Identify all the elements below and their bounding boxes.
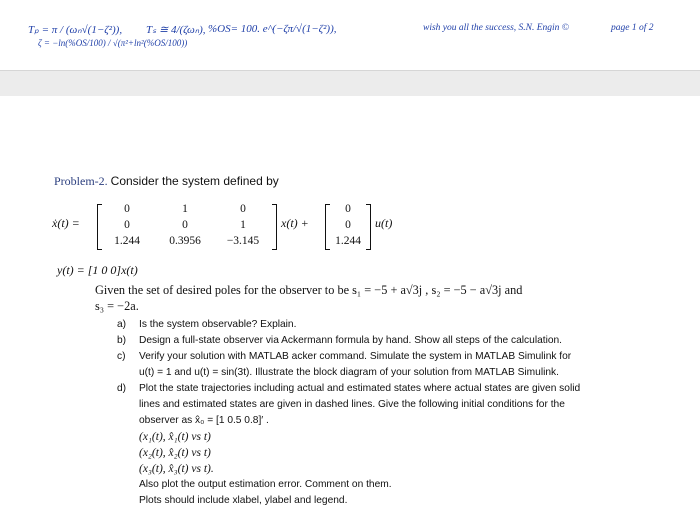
matrix-a-cell: 1 xyxy=(240,219,246,231)
matrix-b-cell: 0 xyxy=(345,219,351,231)
question-text: Design a full-state observer via Ackermann formula by hand. Show all steps of the calculation. xyxy=(139,335,562,346)
given-line-1: Given the set of desired poles for the observer to be s₁ = −5 + a√3j , s₂ = −5 − a√3j and xyxy=(95,283,523,297)
formula-header xyxy=(28,18,678,52)
matrix-a-cell: 0 xyxy=(124,219,130,231)
question-b xyxy=(117,333,677,349)
question-text: Plot the state trajectories including actual and estimated states where actual states are given solid xyxy=(139,383,581,394)
page-gap xyxy=(0,71,700,96)
matrix-a-cell: 1.244 xyxy=(114,235,140,247)
question-c xyxy=(117,349,677,381)
question-text: observer as x̂₀ = [1 0.5 0.8]′ . xyxy=(139,415,269,426)
wish-text: wish you all the success, S.N. Engin © xyxy=(423,23,570,33)
question-list xyxy=(117,317,677,509)
state-equation-lhs: ẋ(t) = xyxy=(52,216,80,230)
question-label: a) xyxy=(117,319,127,330)
trajectory-pair-1: (x₁(t), x̂₁(t) vs t) xyxy=(139,431,211,443)
state-equation xyxy=(52,202,432,252)
matrix-a xyxy=(97,202,277,250)
question-text: Plots should include xlabel, ylabel and legend. xyxy=(139,495,348,506)
page-number: page 1 of 2 xyxy=(611,23,654,33)
matrix-b-cell: 1.244 xyxy=(335,235,361,247)
matrix-a-cell: 0.3956 xyxy=(169,235,201,247)
question-text: Is the system observable? Explain. xyxy=(139,319,297,330)
settling-time-formula: Tₛ ≅ 4/(ζωₙ), xyxy=(146,24,206,36)
x-term: x(t) + xyxy=(281,216,309,230)
u-term: u(t) xyxy=(375,216,393,230)
problem-label: Problem-2. xyxy=(54,174,108,188)
output-equation: y(t) = [1 0 0]x(t) xyxy=(57,263,138,277)
matrix-a-cell: 0 xyxy=(124,203,130,215)
damping-ratio-formula: ζ = −ln(%OS/100) / √(π²+ln²(%OS/100)) xyxy=(38,38,188,48)
question-text: lines and estimated states are given in dashed lines. Give the following initial conditions for the xyxy=(139,399,565,410)
matrix-a-cell: 0 xyxy=(182,219,188,231)
peak-time-formula: Tₚ = π / (ωₙ√(1−ζ²)), xyxy=(28,24,123,36)
question-text: Verify your solution with MATLAB acker command. Simulate the system in MATLAB Simulink for xyxy=(139,351,572,362)
question-label: c) xyxy=(117,351,126,362)
question-text: u(t) = 1 and u(t) = sin(3t). Illustrate the block diagram of your solution from MATLAB Simulink. xyxy=(139,367,559,378)
matrix-a-cell: −3.145 xyxy=(226,235,260,247)
page-1-footer-area xyxy=(0,0,700,71)
question-d xyxy=(117,381,677,509)
matrix-a-cell: 0 xyxy=(240,203,246,215)
given-line-2: s₃ = −2a. xyxy=(95,299,139,313)
overshoot-formula: %OS= 100. e^(−ζπ/√(1−ζ²)), xyxy=(208,23,337,35)
trajectory-pair-2: (x₂(t), x̂₂(t) vs t) xyxy=(139,447,211,459)
trajectory-pair-3: (x₃(t), x̂₃(t) vs t). xyxy=(139,463,214,475)
question-label: d) xyxy=(117,383,127,394)
question-text: Also plot the output estimation error. Comment on them. xyxy=(139,479,392,490)
problem-heading xyxy=(54,174,279,189)
matrix-b xyxy=(325,202,371,250)
question-label: b) xyxy=(117,335,127,346)
question-a xyxy=(117,317,677,333)
page-2 xyxy=(0,96,700,523)
problem-intro: Consider the system defined by xyxy=(110,174,279,188)
given-poles xyxy=(95,282,522,314)
matrix-a-cell: 1 xyxy=(182,203,188,215)
matrix-b-cell: 0 xyxy=(345,203,351,215)
